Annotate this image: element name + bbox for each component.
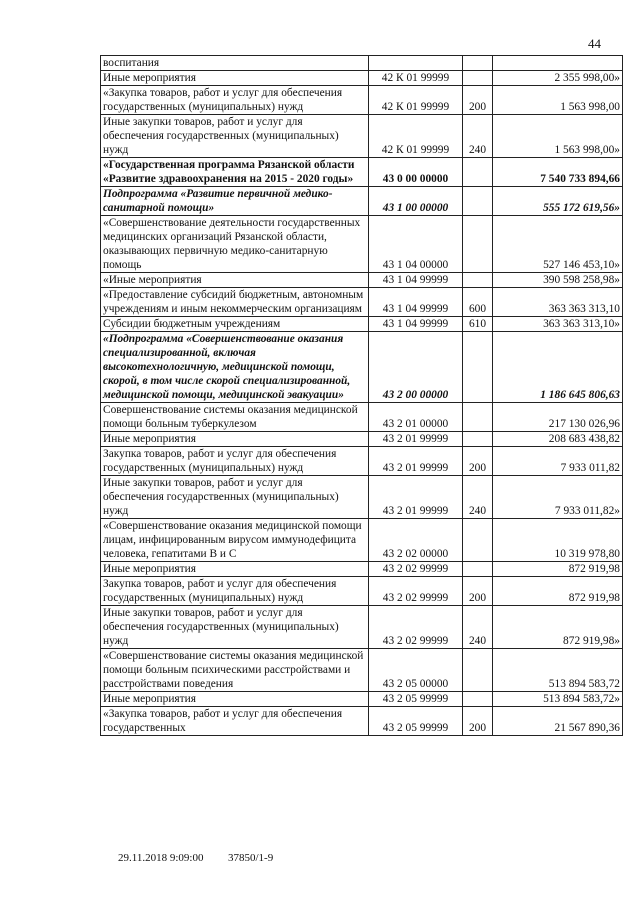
row-name-cell: «Совершенствование системы оказания медицинской помощи больным психическими расстройствами и расстройствами поведения <box>101 649 369 692</box>
row-name-cell: «Совершенствование оказания медицинской помощи лицам, инфицированным вирусом иммунодефицита человека, гепатитами В и С <box>101 519 369 562</box>
row-name-cell: Иные мероприятия <box>101 692 369 707</box>
table-row <box>101 476 623 519</box>
row-code-cell: 43 1 04 00000 <box>369 216 463 273</box>
row-amount-cell: 208 683 438,82 <box>493 432 623 447</box>
table-row <box>101 187 623 216</box>
footer-datetime: 29.11.2018 9:09:00 <box>118 852 204 864</box>
row-amount-cell: 7 933 011,82 <box>493 447 623 476</box>
row-code-cell: 43 2 00 00000 <box>369 332 463 403</box>
table-row <box>101 71 623 86</box>
row-code-cell: 43 2 02 99999 <box>369 577 463 606</box>
table-row <box>101 273 623 288</box>
table-row <box>101 216 623 273</box>
table-row <box>101 577 623 606</box>
table-row <box>101 115 623 158</box>
row-name-cell: «Предоставление субсидий бюджетным, автономным учреждениям и иным некоммерческим организациям <box>101 288 369 317</box>
row-code-cell <box>369 56 463 71</box>
row-code-cell: 43 2 05 00000 <box>369 649 463 692</box>
table-row <box>101 649 623 692</box>
row-amount-cell: 1 563 998,00» <box>493 115 623 158</box>
row-code-cell: 43 2 02 99999 <box>369 562 463 577</box>
row-code-cell: 43 1 00 00000 <box>369 187 463 216</box>
row-code-cell: 43 0 00 00000 <box>369 158 463 187</box>
table-row <box>101 158 623 187</box>
row-expense-type-cell: 200 <box>463 577 493 606</box>
row-expense-type-cell: 600 <box>463 288 493 317</box>
row-amount-cell: 7 933 011,82» <box>493 476 623 519</box>
table-row <box>101 432 623 447</box>
row-name-cell: Иные мероприятия <box>101 432 369 447</box>
table-row <box>101 447 623 476</box>
row-name-cell: «Подпрограмма «Совершенствование оказания специализированной, включая высокотехнологичную, медицинской помощи, скорой, в том числе скорой специализированной, медицинской помощи, медицинской эвакуации» <box>101 332 369 403</box>
row-expense-type-cell: 200 <box>463 707 493 736</box>
row-code-cell: 43 2 01 00000 <box>369 403 463 432</box>
row-name-cell: «Закупка товаров, работ и услуг для обеспечения государственных <box>101 707 369 736</box>
row-name-cell: Иные закупки товаров, работ и услуг для обеспечения государственных (муниципальных) нужд <box>101 115 369 158</box>
table-row <box>101 692 623 707</box>
row-expense-type-cell <box>463 273 493 288</box>
table-row <box>101 317 623 332</box>
row-code-cell: 43 2 05 99999 <box>369 707 463 736</box>
table-row <box>101 288 623 317</box>
row-code-cell: 43 1 04 99999 <box>369 317 463 332</box>
row-code-cell: 43 1 04 99999 <box>369 288 463 317</box>
row-name-cell: Закупка товаров, работ и услуг для обеспечения государственных (муниципальных) нужд <box>101 447 369 476</box>
row-expense-type-cell <box>463 216 493 273</box>
row-amount-cell: 872 919,98» <box>493 606 623 649</box>
table-row <box>101 332 623 403</box>
row-expense-type-cell <box>463 56 493 71</box>
row-name-cell: «Государственная программа Рязанской области «Развитие здравоохранения на 2015 - 2020 годы» <box>101 158 369 187</box>
table-row <box>101 562 623 577</box>
row-amount-cell: 217 130 026,96 <box>493 403 623 432</box>
row-expense-type-cell: 200 <box>463 86 493 115</box>
row-code-cell: 43 2 05 99999 <box>369 692 463 707</box>
row-amount-cell: 872 919,98 <box>493 577 623 606</box>
row-amount-cell <box>493 56 623 71</box>
row-code-cell: 43 2 01 99999 <box>369 447 463 476</box>
table-row <box>101 519 623 562</box>
row-amount-cell: 555 172 619,56» <box>493 187 623 216</box>
row-expense-type-cell <box>463 692 493 707</box>
budget-table-body <box>101 56 623 736</box>
row-code-cell: 42 К 01 99999 <box>369 115 463 158</box>
row-amount-cell: 363 363 313,10» <box>493 317 623 332</box>
row-code-cell: 42 К 01 99999 <box>369 86 463 115</box>
row-expense-type-cell <box>463 519 493 562</box>
table-row <box>101 86 623 115</box>
row-expense-type-cell <box>463 562 493 577</box>
row-code-cell: 43 2 01 99999 <box>369 432 463 447</box>
row-name-cell: «Иные мероприятия <box>101 273 369 288</box>
table-row <box>101 606 623 649</box>
row-amount-cell: 7 540 733 894,66 <box>493 158 623 187</box>
row-expense-type-cell <box>463 187 493 216</box>
row-code-cell: 43 2 02 00000 <box>369 519 463 562</box>
row-name-cell: Закупка товаров, работ и услуг для обеспечения государственных (муниципальных) нужд <box>101 577 369 606</box>
row-amount-cell: 21 567 890,36 <box>493 707 623 736</box>
row-expense-type-cell <box>463 649 493 692</box>
row-expense-type-cell: 200 <box>463 447 493 476</box>
row-amount-cell: 527 146 453,10» <box>493 216 623 273</box>
row-code-cell: 43 2 01 99999 <box>369 476 463 519</box>
row-expense-type-cell <box>463 71 493 86</box>
row-name-cell: «Совершенствование деятельности государственных медицинских организаций Рязанской области, оказывающих первичную медико-санитарную помощь <box>101 216 369 273</box>
row-amount-cell: 390 598 258,98» <box>493 273 623 288</box>
footer-doc-number: 37850/1-9 <box>228 852 274 864</box>
row-expense-type-cell: 240 <box>463 476 493 519</box>
row-amount-cell: 513 894 583,72 <box>493 649 623 692</box>
row-expense-type-cell: 240 <box>463 606 493 649</box>
row-name-cell: Иные закупки товаров, работ и услуг для обеспечения государственных (муниципальных) нужд <box>101 606 369 649</box>
row-expense-type-cell <box>463 332 493 403</box>
row-amount-cell: 513 894 583,72» <box>493 692 623 707</box>
budget-table <box>100 55 623 736</box>
row-name-cell: Иные закупки товаров, работ и услуг для обеспечения государственных (муниципальных) нужд <box>101 476 369 519</box>
table-row <box>101 707 623 736</box>
row-code-cell: 43 2 02 99999 <box>369 606 463 649</box>
row-expense-type-cell <box>463 403 493 432</box>
row-code-cell: 43 1 04 99999 <box>369 273 463 288</box>
row-name-cell: воспитания <box>101 56 369 71</box>
row-amount-cell: 10 319 978,80 <box>493 519 623 562</box>
row-amount-cell: 872 919,98 <box>493 562 623 577</box>
row-name-cell: Подпрограмма «Развитие первичной медико-санитарной помощи» <box>101 187 369 216</box>
table-row <box>101 403 623 432</box>
row-name-cell: «Закупка товаров, работ и услуг для обеспечения государственных (муниципальных) нужд <box>101 86 369 115</box>
table-row <box>101 56 623 71</box>
page-number: 44 <box>588 36 601 51</box>
row-code-cell: 42 К 01 99999 <box>369 71 463 86</box>
row-amount-cell: 1 186 645 806,63 <box>493 332 623 403</box>
row-name-cell: Иные мероприятия <box>101 71 369 86</box>
row-name-cell: Иные мероприятия <box>101 562 369 577</box>
row-name-cell: Субсидии бюджетным учреждениям <box>101 317 369 332</box>
row-expense-type-cell: 610 <box>463 317 493 332</box>
row-expense-type-cell: 240 <box>463 115 493 158</box>
row-amount-cell: 1 563 998,00 <box>493 86 623 115</box>
row-name-cell: Совершенствование системы оказания медицинской помощи больным туберкулезом <box>101 403 369 432</box>
row-amount-cell: 363 363 313,10 <box>493 288 623 317</box>
row-expense-type-cell <box>463 158 493 187</box>
row-expense-type-cell <box>463 432 493 447</box>
row-amount-cell: 2 355 998,00» <box>493 71 623 86</box>
